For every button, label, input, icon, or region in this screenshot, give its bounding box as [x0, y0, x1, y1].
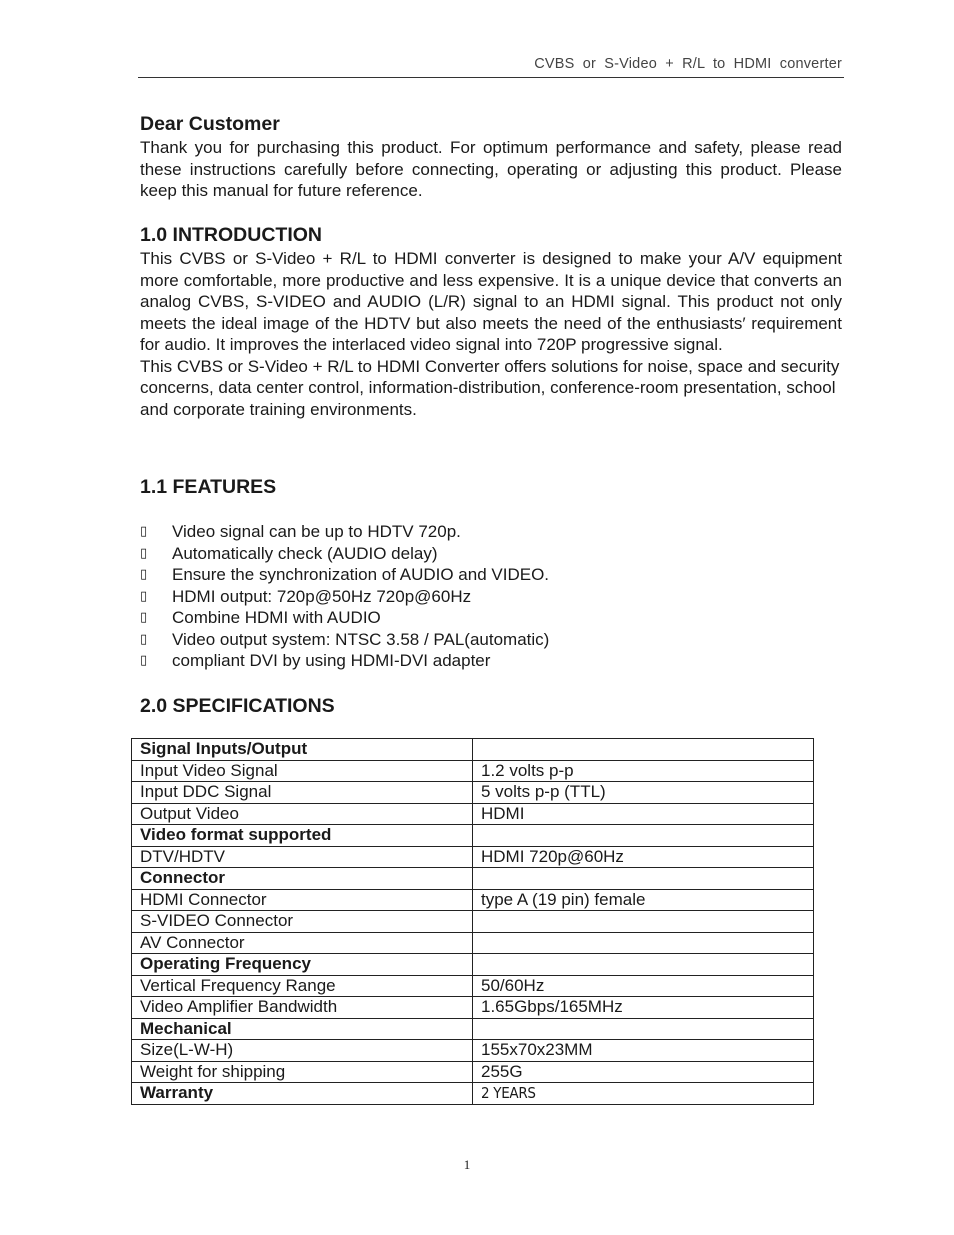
feature-item [140, 521, 842, 543]
spec-row [132, 1061, 814, 1083]
specifications-heading: 2.0 SPECIFICATIONS [140, 695, 335, 717]
spec-value [473, 911, 814, 933]
spec-label: Signal Inputs/Output [132, 739, 473, 761]
spec-label: Size(L-W-H) [132, 1040, 473, 1062]
spec-row [132, 803, 814, 825]
spec-value [473, 739, 814, 761]
introduction-section [140, 222, 842, 420]
spec-group-row [132, 954, 814, 976]
spec-value: HDMI [473, 803, 814, 825]
spec-label: Vertical Frequency Range [132, 975, 473, 997]
spec-value: 50/60Hz [473, 975, 814, 997]
spec-row [132, 1040, 814, 1062]
feature-text: Ensure the synchronization of AUDIO and VIDEO. [172, 565, 550, 584]
spec-value: 1.2 volts p-p [473, 760, 814, 782]
spec-label: AV Connector [132, 932, 473, 954]
bullet-icon: ▯ [140, 567, 148, 582]
spec-label: Mechanical [132, 1018, 473, 1040]
feature-text: Combine HDMI with AUDIO [172, 608, 381, 627]
spec-value: type A (19 pin) female [473, 889, 814, 911]
feature-text: compliant DVI by using HDMI-DVI adapter [172, 651, 491, 670]
spec-row [132, 932, 814, 954]
spec-label: Output Video [132, 803, 473, 825]
spec-value: 155x70x23MM [473, 1040, 814, 1062]
introduction-paragraph-2: This CVBS or S-Video + R/L to HDMI Converter offers solutions for noise, space and security concerns, data center control, information-distribution, conference-room presentation, school and corporate training environments. [140, 356, 840, 419]
spec-label: S-VIDEO Connector [132, 911, 473, 933]
spec-value [473, 825, 814, 847]
introduction-heading: 1.0 INTRODUCTION [140, 224, 323, 246]
features-list [140, 521, 842, 672]
spec-label: Video Amplifier Bandwidth [132, 997, 473, 1019]
introduction-paragraph-1: This CVBS or S-Video + R/L to HDMI converter is designed to make your A/V equipment more comfortable, more productive and less expensive. It is a unique device that converts an analog CVBS, S-VIDEO and AUDIO (L/R) signal to an HDMI signal. This product not only meets the ideal image of the HDTV but also meets the need of the enthusiasts′ requirement for audio. It improves the interlaced video signal into 720P progressive signal. [140, 249, 842, 354]
spec-label: DTV/HDTV [132, 846, 473, 868]
feature-item [140, 607, 842, 629]
spec-label: Input DDC Signal [132, 782, 473, 804]
spec-label: Connector [132, 868, 473, 890]
spec-group-row [132, 1018, 814, 1040]
spec-value: 2 YEARS [473, 1083, 814, 1105]
spec-value [473, 868, 814, 890]
features-list-wrapper [140, 521, 842, 672]
spec-group-row [132, 739, 814, 761]
spec-row [132, 846, 814, 868]
spec-value [473, 1018, 814, 1040]
feature-text: Video signal can be up to HDTV 720p. [172, 522, 461, 541]
greeting-heading: Dear Customer [140, 113, 280, 135]
spec-value [473, 932, 814, 954]
spec-label: Input Video Signal [132, 760, 473, 782]
running-header: CVBS or S-Video + R/L to HDMI converter [534, 56, 842, 72]
spec-value: 255G [473, 1061, 814, 1083]
bullet-icon: ▯ [140, 631, 148, 647]
specifications-table [131, 738, 814, 1105]
features-heading: 1.1 FEATURES [140, 476, 277, 498]
feature-item [140, 586, 842, 608]
spec-row [132, 889, 814, 911]
spec-label: Warranty [132, 1083, 473, 1105]
feature-text: Video output system: NTSC 3.58 / PAL(automatic) [172, 629, 550, 649]
spec-value: 1.65Gbps/165MHz [473, 997, 814, 1019]
header-divider [138, 77, 844, 78]
page-number: 1 [463, 1157, 471, 1172]
bullet-icon: ▯ [140, 545, 148, 561]
spec-group-row [132, 1083, 814, 1105]
spec-value: 5 volts p-p (TTL) [473, 782, 814, 804]
feature-text: Automatically check (AUDIO delay) [172, 543, 438, 563]
spec-row [132, 782, 814, 804]
spec-row [132, 911, 814, 933]
feature-item [140, 543, 842, 565]
spec-label: Operating Frequency [132, 954, 473, 976]
spec-label: HDMI Connector [132, 889, 473, 911]
spec-row [132, 760, 814, 782]
feature-item [140, 650, 842, 672]
feature-item [140, 564, 842, 586]
spec-group-row [132, 868, 814, 890]
spec-label: Video format supported [132, 825, 473, 847]
feature-text: HDMI output: 720p@50Hz 720p@60Hz [172, 586, 472, 606]
bullet-icon: ▯ [140, 610, 148, 625]
features-section [140, 474, 842, 500]
spec-value [473, 954, 814, 976]
specifications-section [140, 693, 842, 719]
spec-group-row [132, 825, 814, 847]
spec-row [132, 997, 814, 1019]
bullet-icon: ▯ [140, 588, 148, 604]
spec-label: Weight for shipping [132, 1061, 473, 1083]
spec-row [132, 975, 814, 997]
greeting-body: Thank you for purchasing this product. For optimum performance and safety, please read these instructions carefully before connecting, operating or adjusting this product. Please keep this manual for future reference. [140, 138, 842, 200]
bullet-icon: ▯ [140, 653, 148, 668]
spec-value: HDMI 720p@60Hz [473, 846, 814, 868]
feature-item [140, 629, 842, 651]
bullet-icon: ▯ [140, 524, 148, 539]
greeting-section [140, 111, 842, 202]
